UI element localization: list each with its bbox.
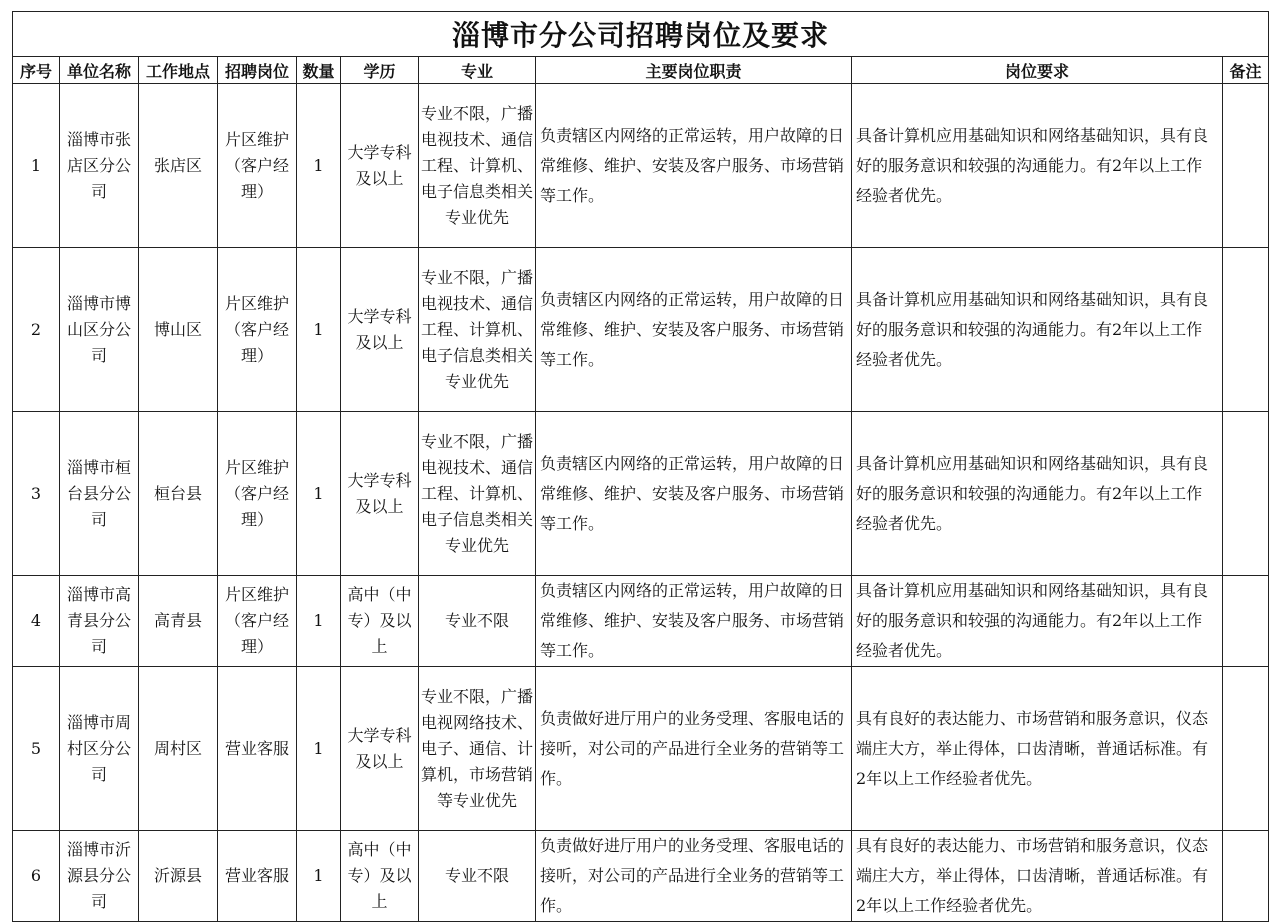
cell-duties: 负责做好进厅用户的业务受理、客服电话的接听，对公司的产品进行全业务的营销等工作。 <box>536 667 852 831</box>
cell-duties: 负责辖区内网络的正常运转，用户故障的日常维修、维护、安装及客户服务、市场营销等工作。 <box>536 412 852 576</box>
cell-major: 专业不限，广播电视技术、通信工程、计算机、电子信息类相关专业优先 <box>419 412 536 576</box>
table-row <box>13 84 1269 248</box>
cell-requirements: 具备计算机应用基础知识和网络基础知识，具有良好的服务意识和较强的沟通能力。有2年以上工作经验者优先。 <box>852 84 1223 248</box>
table-header-row <box>13 57 1269 84</box>
cell-major: 专业不限 <box>419 576 536 667</box>
cell-major: 专业不限，广播电视技术、通信工程、计算机、电子信息类相关专业优先 <box>419 248 536 412</box>
table-row <box>13 667 1269 831</box>
cell-duties: 负责辖区内网络的正常运转，用户故障的日常维修、维护、安装及客户服务、市场营销等工作。 <box>536 576 852 667</box>
cell-unit: 淄博市张店区分公司 <box>60 84 139 248</box>
cell-count: 1 <box>297 831 341 922</box>
cell-remarks <box>1223 576 1269 667</box>
cell-remarks <box>1223 248 1269 412</box>
cell-no: 3 <box>13 412 60 576</box>
table-row <box>13 412 1269 576</box>
cell-unit: 淄博市桓台县分公司 <box>60 412 139 576</box>
cell-position: 营业客服 <box>218 831 297 922</box>
cell-requirements: 具备计算机应用基础知识和网络基础知识，具有良好的服务意识和较强的沟通能力。有2年以上工作经验者优先。 <box>852 248 1223 412</box>
header-position: 招聘岗位 <box>218 57 297 84</box>
cell-duties: 负责辖区内网络的正常运转，用户故障的日常维修、维护、安装及客户服务、市场营销等工作。 <box>536 248 852 412</box>
header-unit: 单位名称 <box>60 57 139 84</box>
cell-education: 大学专科及以上 <box>341 412 419 576</box>
header-major: 专业 <box>419 57 536 84</box>
cell-requirements: 具有良好的表达能力、市场营销和服务意识，仪态端庄大方，举止得体，口齿清晰，普通话标准。有2年以上工作经验者优先。 <box>852 667 1223 831</box>
header-remarks: 备注 <box>1223 57 1269 84</box>
table-row <box>13 248 1269 412</box>
cell-unit: 淄博市周村区分公司 <box>60 667 139 831</box>
cell-position: 片区维护（客户经理） <box>218 84 297 248</box>
cell-unit: 淄博市沂源县分公司 <box>60 831 139 922</box>
table-row <box>13 576 1269 667</box>
cell-count: 1 <box>297 84 341 248</box>
cell-count: 1 <box>297 667 341 831</box>
cell-requirements: 具备计算机应用基础知识和网络基础知识，具有良好的服务意识和较强的沟通能力。有2年以上工作经验者优先。 <box>852 576 1223 667</box>
cell-remarks <box>1223 412 1269 576</box>
cell-position: 营业客服 <box>218 667 297 831</box>
cell-major: 专业不限 <box>419 831 536 922</box>
cell-location: 张店区 <box>139 84 218 248</box>
cell-remarks <box>1223 831 1269 922</box>
cell-location: 高青县 <box>139 576 218 667</box>
cell-duties: 负责辖区内网络的正常运转，用户故障的日常维修、维护、安装及客户服务、市场营销等工作。 <box>536 84 852 248</box>
header-education: 学历 <box>341 57 419 84</box>
cell-education: 大学专科及以上 <box>341 667 419 831</box>
recruitment-table-sheet <box>12 11 1268 915</box>
cell-duties: 负责做好进厅用户的业务受理、客服电话的接听，对公司的产品进行全业务的营销等工作。 <box>536 831 852 922</box>
cell-count: 1 <box>297 412 341 576</box>
recruitment-table <box>12 11 1269 922</box>
cell-no: 1 <box>13 84 60 248</box>
cell-no: 2 <box>13 248 60 412</box>
cell-position: 片区维护（客户经理） <box>218 576 297 667</box>
header-duties: 主要岗位职责 <box>536 57 852 84</box>
cell-location: 周村区 <box>139 667 218 831</box>
cell-count: 1 <box>297 576 341 667</box>
cell-education: 高中（中专）及以上 <box>341 576 419 667</box>
cell-education: 大学专科及以上 <box>341 248 419 412</box>
cell-major: 专业不限，广播电视技术、通信工程、计算机、电子信息类相关专业优先 <box>419 84 536 248</box>
cell-location: 桓台县 <box>139 412 218 576</box>
cell-unit: 淄博市博山区分公司 <box>60 248 139 412</box>
cell-major: 专业不限，广播电视网络技术、电子、通信、计算机，市场营销等专业优先 <box>419 667 536 831</box>
cell-no: 4 <box>13 576 60 667</box>
cell-location: 沂源县 <box>139 831 218 922</box>
cell-no: 6 <box>13 831 60 922</box>
header-location: 工作地点 <box>139 57 218 84</box>
cell-position: 片区维护（客户经理） <box>218 248 297 412</box>
cell-requirements: 具备计算机应用基础知识和网络基础知识，具有良好的服务意识和较强的沟通能力。有2年以上工作经验者优先。 <box>852 412 1223 576</box>
cell-location: 博山区 <box>139 248 218 412</box>
page-title: 淄博市分公司招聘岗位及要求 <box>13 12 1269 57</box>
cell-education: 大学专科及以上 <box>341 84 419 248</box>
cell-education: 高中（中专）及以上 <box>341 831 419 922</box>
cell-unit: 淄博市高青县分公司 <box>60 576 139 667</box>
cell-count: 1 <box>297 248 341 412</box>
header-requirements: 岗位要求 <box>852 57 1223 84</box>
cell-remarks <box>1223 667 1269 831</box>
cell-remarks <box>1223 84 1269 248</box>
cell-requirements: 具有良好的表达能力、市场营销和服务意识，仪态端庄大方，举止得体，口齿清晰，普通话标准。有2年以上工作经验者优先。 <box>852 831 1223 922</box>
header-no: 序号 <box>13 57 60 84</box>
cell-no: 5 <box>13 667 60 831</box>
table-row <box>13 831 1269 922</box>
header-count: 数量 <box>297 57 341 84</box>
cell-position: 片区维护（客户经理） <box>218 412 297 576</box>
